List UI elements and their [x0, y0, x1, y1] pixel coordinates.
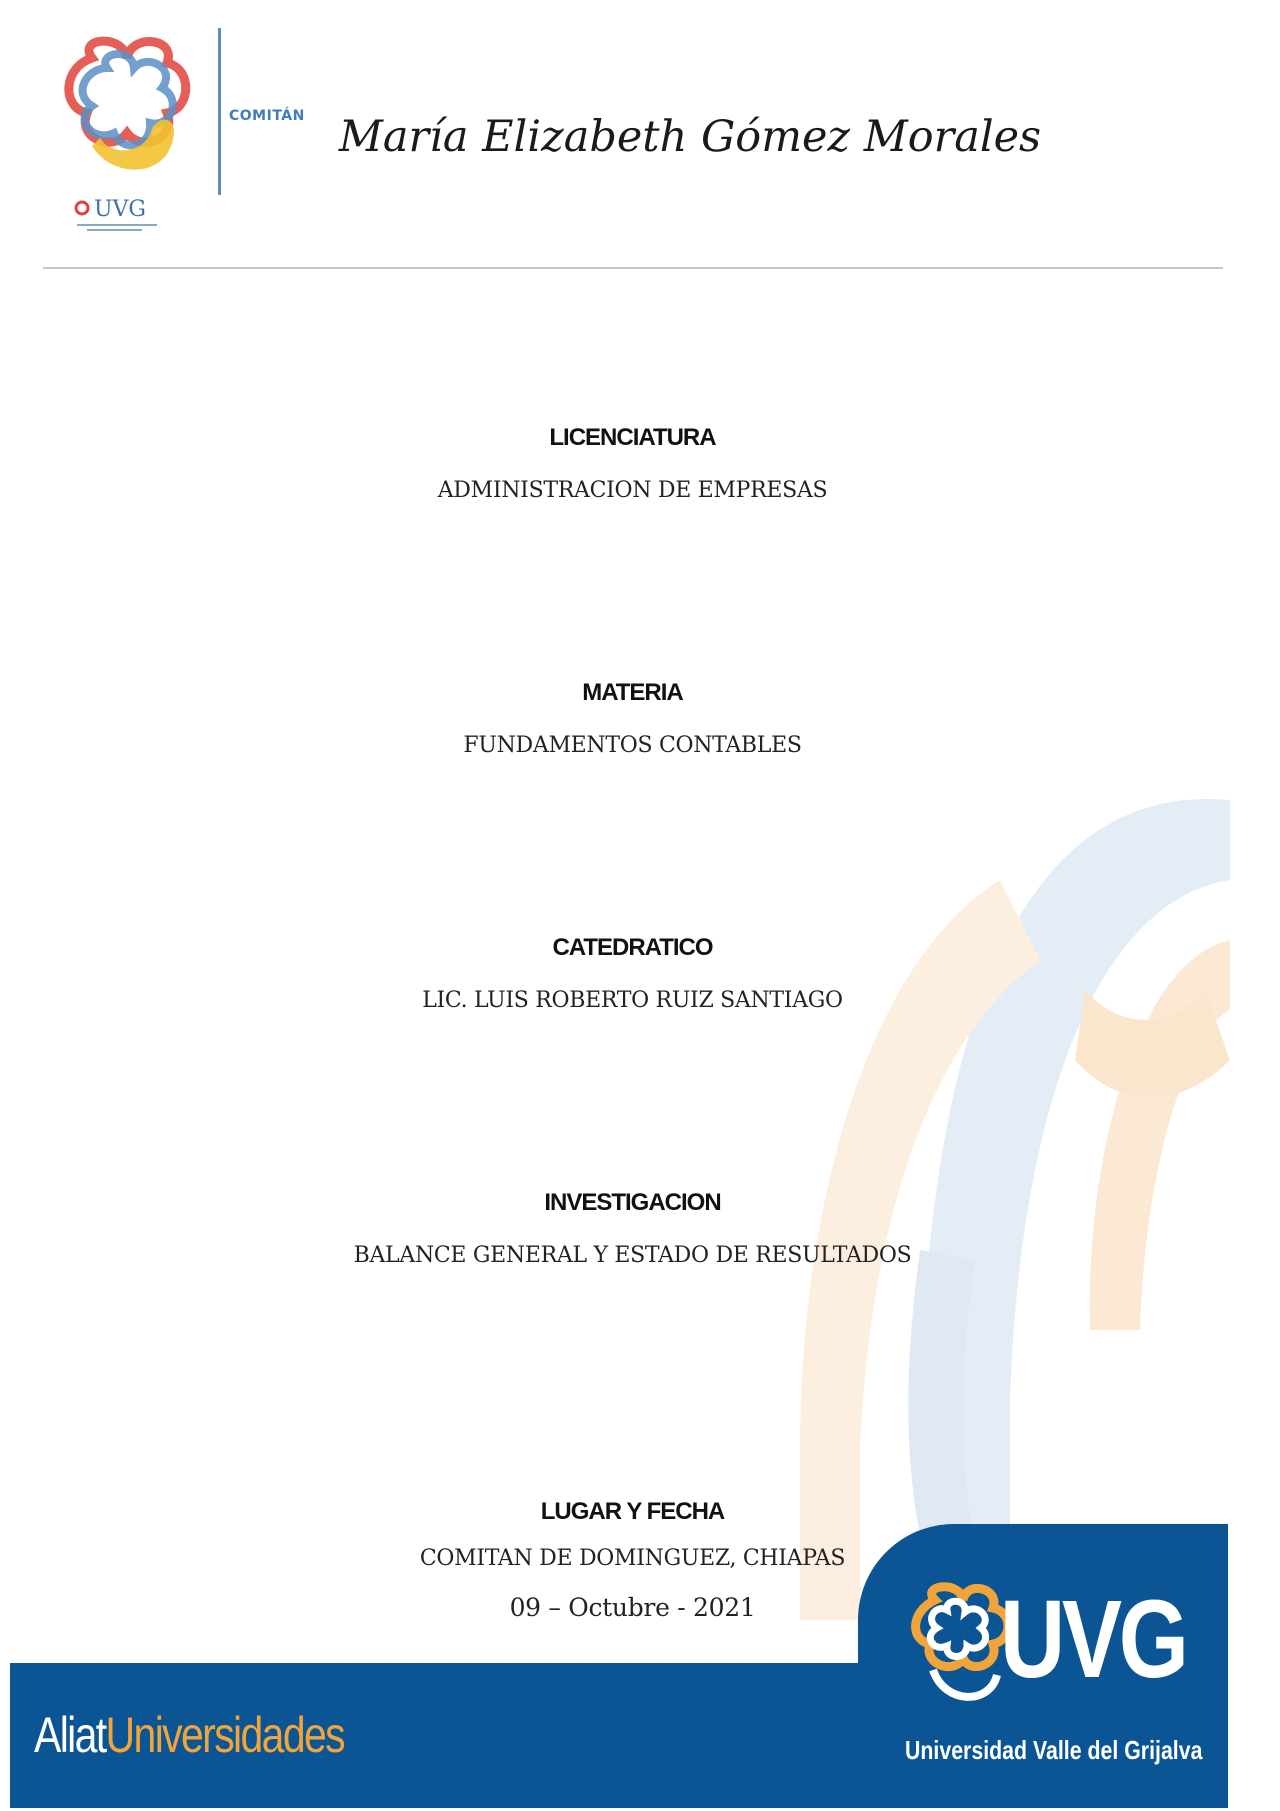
section-materia [0, 679, 1265, 758]
author-name: María Elizabeth Gómez Morales [338, 112, 1042, 162]
campus-label: COMITÁN [229, 108, 305, 124]
university-name: Universidad Valle del Grijalva [905, 1735, 1203, 1765]
universidades-text: Universidades [105, 1707, 345, 1763]
section-catedratico [0, 934, 1265, 1013]
section-label: LUGAR Y FECHA [540, 1498, 725, 1525]
section-label: CATEDRATICO [552, 934, 713, 961]
aliat-text: Aliat [34, 1707, 106, 1763]
section-value: BALANCE GENERAL Y ESTADO DE RESULTADOS [353, 1243, 912, 1268]
section-value-date: 09 – Octubre - 2021 [509, 1593, 756, 1622]
header-vertical-divider [218, 28, 221, 195]
uvg-seal-text: UVG [94, 197, 147, 222]
section-label: INVESTIGACION [544, 1189, 721, 1216]
section-licenciatura [0, 424, 1265, 503]
section-investigacion [0, 1189, 1265, 1268]
aliat-universidades-logo [34, 1707, 345, 1763]
uvg-logo-text: UVG [1000, 1578, 1186, 1701]
section-value: LIC. LUIS ROBERTO RUIZ SANTIAGO [422, 988, 843, 1013]
section-label: LICENCIATURA [549, 424, 716, 451]
section-value: FUNDAMENTOS CONTABLES [463, 733, 802, 758]
header-rule [43, 267, 1223, 269]
uvg-comitan-logo [52, 28, 202, 248]
section-label: MATERIA [582, 679, 683, 706]
section-value-place: COMITAN DE DOMINGUEZ, CHIAPAS [419, 1546, 846, 1571]
section-value: ADMINISTRACION DE EMPRESAS [437, 478, 828, 503]
